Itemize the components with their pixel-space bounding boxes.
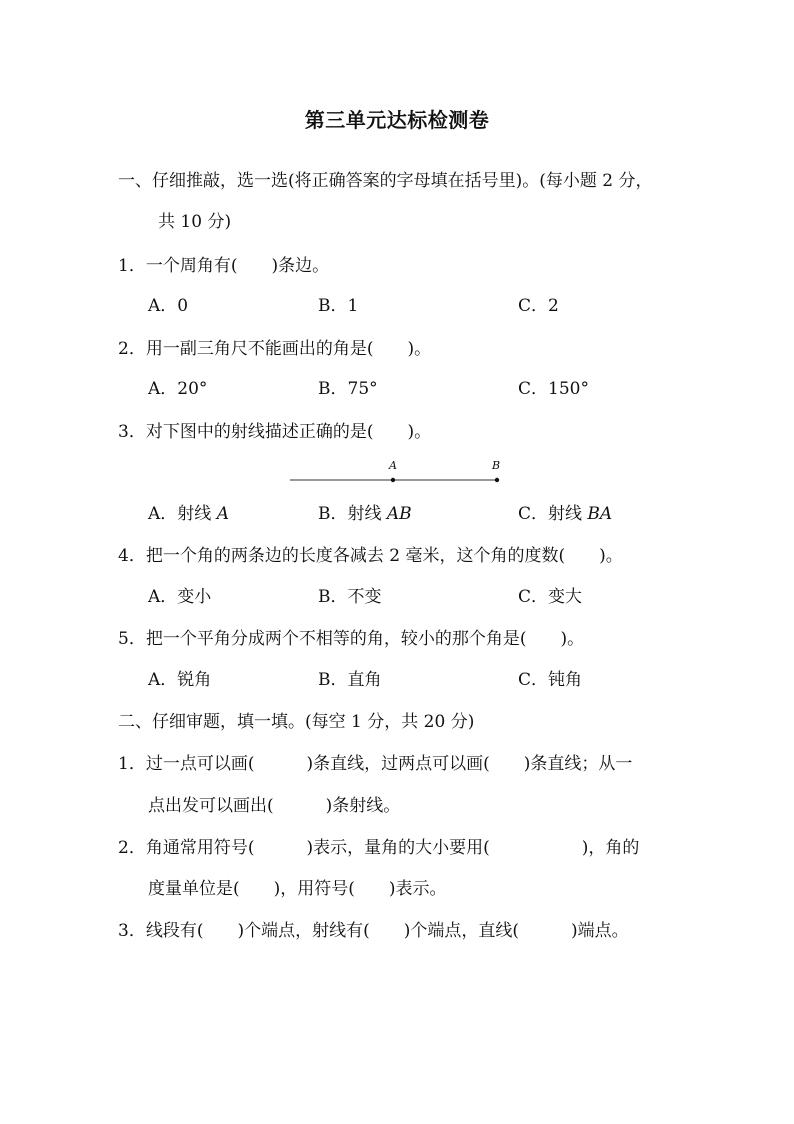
question-2 [118,338,431,360]
point-b-dot [495,478,499,482]
question-text: 用一副三角尺不能画出的角是( [145,339,374,359]
section1-heading: 一、仔细推敲，选一选(将正确答案的字母填在括号里)。(每小题 2 分， [118,171,653,191]
question-1 [118,255,329,277]
question-5 [118,628,584,650]
question-number: 4． [118,546,146,566]
option-a: A．射线 A [148,504,229,524]
option-b: B．75° [318,379,378,399]
option-b: B．1 [318,296,359,316]
option-c: C．钝角 [518,670,583,690]
option-a: A．变小 [148,587,212,607]
point-b-label: B [492,459,501,472]
option-a: A．20° [148,379,208,399]
question-text-end: )。 [407,339,432,359]
question-text: 把一个平角分成两个不相等的角，较小的那个角是( [145,629,527,649]
option-c: C．150° [518,379,589,399]
option-a: A．锐角 [148,670,212,690]
question-number: 5． [118,629,146,649]
option-b: B．不变 [318,587,382,607]
question-text-end: )条边。 [271,256,330,276]
option-b: B．直角 [318,670,382,690]
option-b: B．射线 AB [318,504,412,524]
section1-heading-cont: 共 10 分) [158,212,232,232]
ray-figure [286,456,506,488]
option-a: A．0 [148,296,189,316]
fill-question-1: 1．过一点可以画( )条直线，过两点可以画( )条直线；从一 [118,754,633,774]
question-text: 一个周角有( [145,256,238,276]
option-c: C．射线 BA [518,504,613,524]
fill-question-2: 2．角通常用符号( )表示，量角的大小要用( )，角的 [118,838,640,858]
section2-heading: 二、仔细审题，填一填。(每空 1 分，共 20 分) [118,712,475,732]
point-a-label: A [389,459,397,472]
question-text-end: )。 [560,629,585,649]
question-4 [118,545,623,567]
question-3 [118,421,431,443]
fill-question-3: 3．线段有( )个端点，射线有( )个端点，直线( )端点。 [118,921,629,941]
fill-question-1-cont: 点出发可以画出( )条射线。 [148,796,401,816]
option-c: C．2 [518,296,559,316]
fill-question-2-cont: 度量单位是( )，用符号( )表示。 [148,879,447,899]
page-title: 第三单元达标检测卷 [304,108,490,132]
question-number: 1． [118,256,146,276]
point-a-dot [391,478,395,482]
question-number: 3． [118,422,146,442]
question-number: 2． [118,339,146,359]
question-text-end: )。 [599,546,623,566]
question-text: 把一个角的两条边的长度各减去 2 毫米，这个角的度数( [145,546,566,566]
question-text-end: )。 [407,422,432,442]
option-c: C．变大 [518,587,583,607]
question-text: 对下图中的射线描述正确的是( [145,422,374,442]
